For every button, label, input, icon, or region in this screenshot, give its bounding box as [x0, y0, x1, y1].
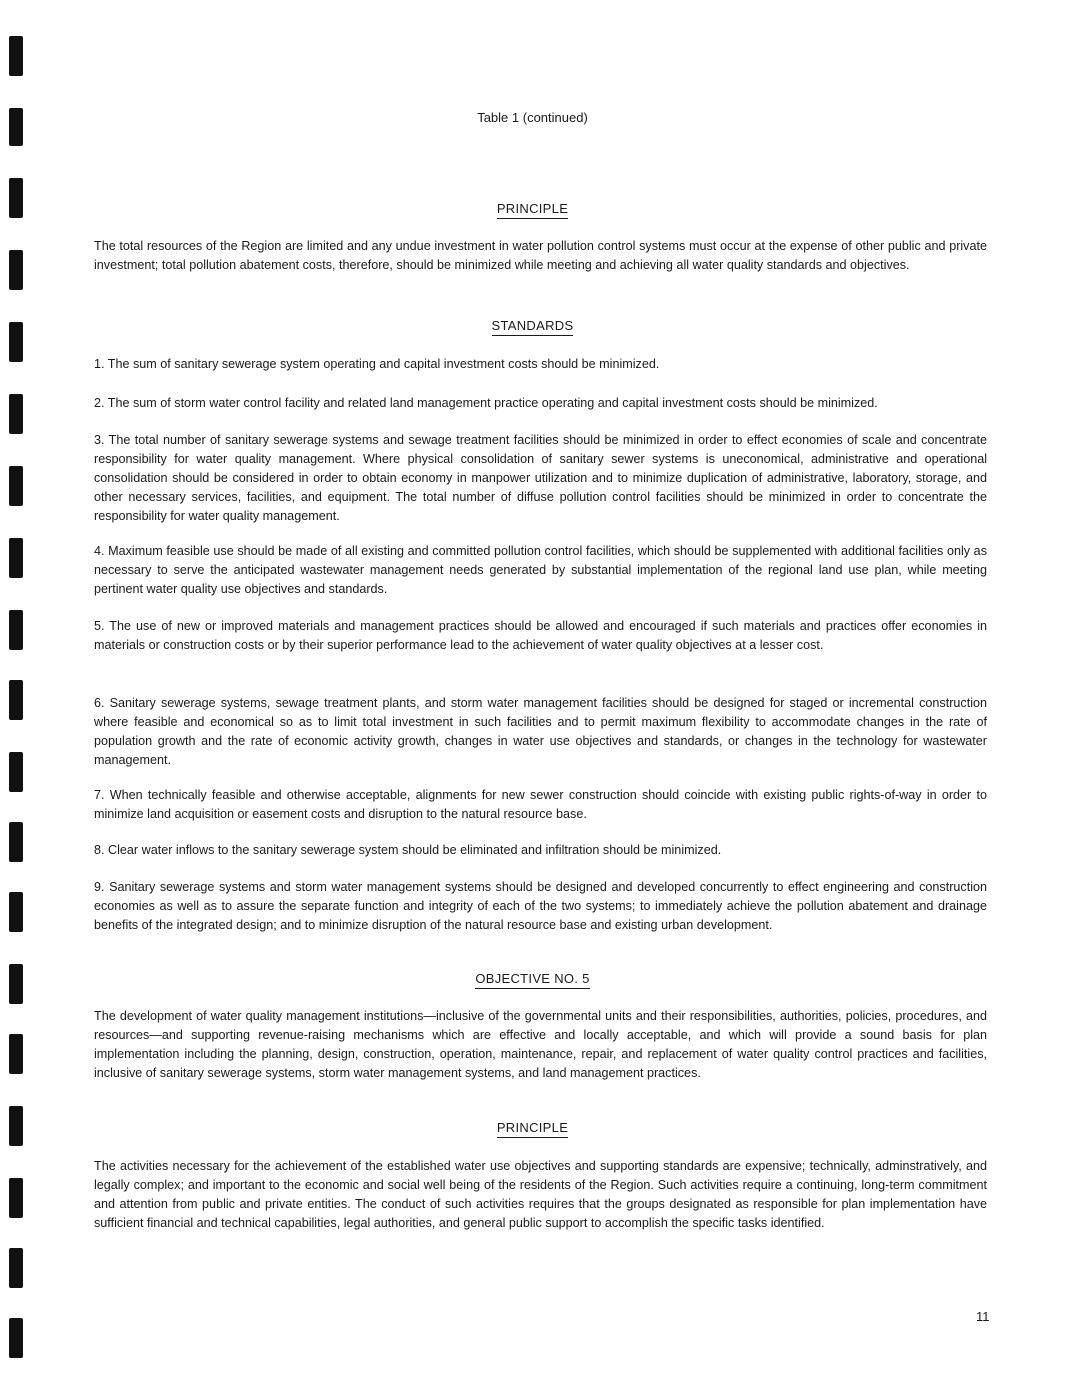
- standard-item: 5. The use of new or improved materials and management practices should be allowed and encouraged if such materials and practices offer economies in materials or construction costs or by their superior performance lead to the achievement of water quality objectives at a lesser cost.: [94, 619, 987, 652]
- principle-heading-label: PRINCIPLE: [497, 201, 568, 219]
- punch-mark: [9, 822, 23, 862]
- standard-item: 7. When technically feasible and otherwise acceptable, alignments for new sewer construction should coincide with existing public rights-of-way in order to minimize land acquisition or easement costs and disruption to the natural resource base.: [94, 788, 987, 821]
- standard-item: 3. The total number of sanitary sewerage systems and sewage treatment facilities should be minimized in order to effect economies of scale and concentrate responsibility for water quality management. Where physical consolidation of sanitary sewer systems is uneconomical, administrative and operational consolidation should be considered in order to obtain economy in manpower utilization and to minimize duplication of administrative, laboratory, storage, and other necessary services, facilities, and equipment. The total number of diffuse pollution control facilities should be minimized in order to concentrate the responsibility for water quality management.: [94, 433, 987, 523]
- punch-mark: [9, 250, 23, 290]
- punch-mark: [9, 36, 23, 76]
- principle-heading: [0, 201, 1065, 219]
- punch-mark: [9, 538, 23, 578]
- table-title: Table 1 (continued): [477, 110, 588, 125]
- punch-mark: [9, 1318, 23, 1358]
- punch-mark: [9, 892, 23, 932]
- standards-heading: [0, 318, 1065, 336]
- objective-heading-label: OBJECTIVE NO. 5: [475, 971, 589, 989]
- punch-mark: [9, 752, 23, 792]
- objective-heading: [0, 971, 1065, 989]
- standards-heading-label: STANDARDS: [492, 318, 574, 336]
- objective-paragraph: The development of water quality management institutions—inclusive of the governmental units and their responsibilities, authorities, policies, procedures, and resources—and supporting revenue-raising mechanisms which are effective and locally acceptable, and which will provide a sound basis for plan implementation including the planning, design, construction, operation, maintenance, repair, and replacement of water quality control practices and facilities, inclusive of sanitary sewerage systems, storm water management systems, and land management practices.: [94, 1009, 987, 1080]
- principle-paragraph: The total resources of the Region are limited and any undue investment in water pollution control systems must occur at the expense of other public and private investment; total pollution abatement costs, therefore, should be minimized while meeting and achieving all water quality standards and objectives.: [94, 239, 987, 272]
- standard-item: 6. Sanitary sewerage systems, sewage treatment plants, and storm water management facilities should be designed for staged or incremental construction where feasible and economical so as to limit total investment in such facilities and to permit maximum flexibility to accommodate changes in the rate of population growth and the rate of economic activity growth, changes in water use objectives and standards, or changes in the technology for wastewater management.: [94, 696, 987, 767]
- punch-mark: [9, 1248, 23, 1288]
- punch-mark: [9, 394, 23, 434]
- punch-mark: [9, 610, 23, 650]
- standard-item: 8. Clear water inflows to the sanitary sewerage system should be eliminated and infiltration should be minimized.: [94, 843, 722, 857]
- standard-item: 1. The sum of sanitary sewerage system operating and capital investment costs should be minimized.: [94, 357, 660, 371]
- punch-mark: [9, 466, 23, 506]
- standard-item: 4. Maximum feasible use should be made of all existing and committed pollution control facilities, which should be supplemented with additional facilities only as necessary to serve the anticipated wastewater management needs generated by substantial implementation of the regional land use plan, while meeting pertinent water quality use objectives and standards.: [94, 544, 987, 596]
- standard-item: 2. The sum of storm water control facility and related land management practice operating and capital investment costs should be minimized.: [94, 396, 878, 410]
- principle-heading-label: PRINCIPLE: [497, 1120, 568, 1138]
- punch-mark: [9, 1178, 23, 1218]
- punch-mark: [9, 1034, 23, 1074]
- principle-paragraph: The activities necessary for the achievement of the established water use objectives and supporting standards are expensive; technically, adminstratively, and legally complex; and important to the economic and social well being of the residents of the Region. Such activities require a continuing, long-term commitment and attention from public and private entities. The conduct of such activities requires that the groups designated as responsible for plan implementation have sufficient financial and technical capabilities, legal authorities, and general public support to accomplish the specific tasks identified.: [94, 1159, 987, 1230]
- standard-item: 9. Sanitary sewerage systems and storm water management systems should be designed and developed concurrently to effect engineering and construction economies as well as to assure the separate function and integrity of each of the two systems; to immediately achieve the pollution abatement and drainage benefits of the integrated design; and to minimize disruption of the natural resource base and existing urban development.: [94, 880, 987, 932]
- punch-mark: [9, 680, 23, 720]
- principle-heading: [0, 1120, 1065, 1138]
- page-number: 11: [976, 1309, 990, 1324]
